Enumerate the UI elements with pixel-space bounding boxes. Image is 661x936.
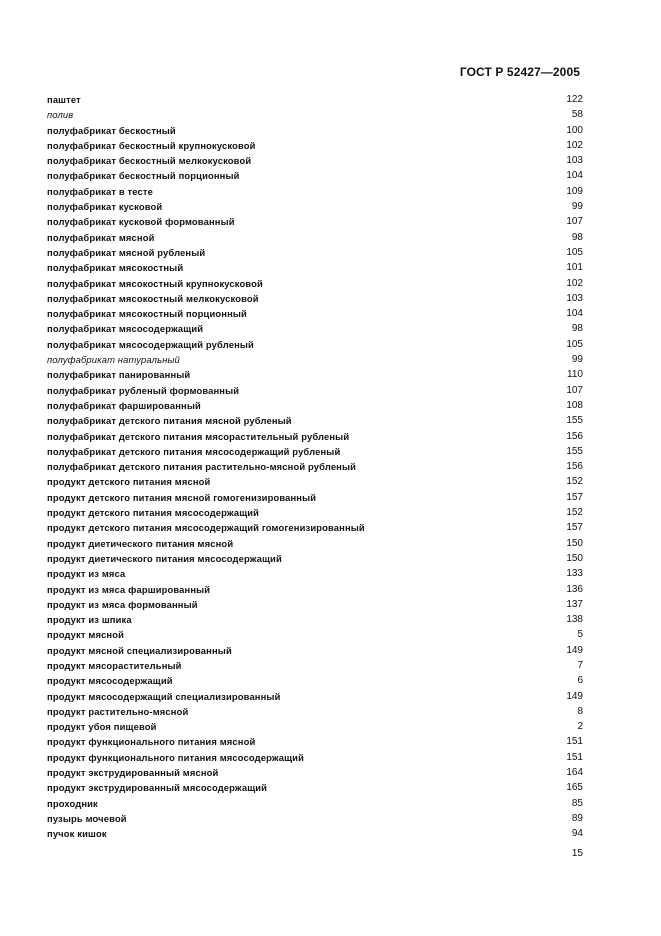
index-page-ref: 99 — [571, 354, 583, 366]
index-page-ref: 98 — [571, 231, 583, 243]
index-page-ref: 85 — [571, 797, 583, 809]
index-page-ref: 156 — [566, 430, 583, 442]
index-term: полуфабрикат в тесте — [47, 185, 153, 197]
index-page-ref: 105 — [566, 246, 583, 258]
index-page-ref: 133 — [566, 568, 583, 580]
index-term: продукт растительно-мясной — [47, 705, 189, 717]
index-page-ref: 8 — [577, 705, 583, 717]
index-page-ref: 104 — [566, 308, 583, 320]
index-term: продукт экструдированный мясной — [47, 767, 219, 779]
index-entry — [47, 214, 583, 229]
index-page-ref: 157 — [566, 491, 583, 503]
index-entry — [47, 276, 583, 291]
index-entry — [47, 673, 583, 688]
index-entry — [47, 383, 583, 398]
index-entry — [47, 811, 583, 826]
index-page-ref: 105 — [566, 338, 583, 350]
index-page-ref: 107 — [566, 384, 583, 396]
index-term: полуфабрикат мясной — [47, 231, 155, 243]
index-page-ref: 152 — [566, 507, 583, 519]
index-page-ref: 150 — [566, 537, 583, 549]
index-term: пузырь мочевой — [47, 812, 127, 824]
index-term: полуфабрикат мясной рубленый — [47, 246, 206, 258]
index-entry — [47, 352, 583, 367]
document-standard-code: ГОСТ Р 52427—2005 — [459, 65, 580, 79]
index-term: продукт из мяса — [47, 568, 126, 580]
index-page-ref: 107 — [566, 216, 583, 228]
index-entry — [47, 168, 583, 183]
index-page-ref: 155 — [566, 445, 583, 457]
index-term: полив — [47, 109, 74, 121]
index-entry — [47, 765, 583, 780]
index-term: продукт диетического питания мясосодержащий — [47, 552, 282, 564]
index-entry — [47, 704, 583, 719]
index-term: полуфабрикат мясокостный мелкокусковой — [47, 292, 259, 304]
index-term: полуфабрикат мясокостный крупнокусковой — [47, 277, 263, 289]
index-page-ref: 100 — [566, 124, 583, 136]
index-page-ref: 149 — [566, 644, 583, 656]
index-term: продукт детского питания мясной — [47, 476, 211, 488]
index-page-ref: 58 — [571, 109, 583, 121]
index-term: продукт экструдированный мясосодержащий — [47, 782, 268, 794]
index-term: полуфабрикат кусковой формованный — [47, 216, 235, 228]
index-entry — [47, 780, 583, 795]
index-page-ref: 6 — [577, 675, 583, 687]
index-page-ref: 157 — [566, 522, 583, 534]
index-term: полуфабрикат кусковой — [47, 201, 163, 213]
index-entry — [47, 689, 583, 704]
index-page-ref: 151 — [566, 736, 583, 748]
index-term: продукт мясной — [47, 629, 125, 641]
index-page-ref: 110 — [567, 369, 583, 381]
index-term: продукт детского питания мясосодержащий гомогенизированный — [47, 522, 365, 534]
index-entry — [47, 734, 583, 749]
index-term: полуфабрикат мясокостный порционный — [47, 308, 247, 320]
index-page-ref: 103 — [566, 155, 583, 167]
index-page-ref: 109 — [566, 185, 583, 197]
index-entry — [47, 398, 583, 413]
index-entry — [47, 153, 583, 168]
index-entry — [47, 796, 583, 811]
index-term: продукт из шпика — [47, 614, 132, 626]
index-term: продукт функционального питания мясной — [47, 736, 256, 748]
index-entry — [47, 429, 583, 444]
index-page-ref: 99 — [571, 201, 583, 213]
index-page-ref: 7 — [577, 659, 583, 671]
index-term: продукт мясосодержащий специализированный — [47, 690, 281, 702]
index-entry — [47, 291, 583, 306]
index-term: полуфабрикат мясосодержащий рубленый — [47, 338, 254, 350]
index-entry — [47, 750, 583, 765]
index-term: полуфабрикат детского питания мясной рубленый — [47, 415, 292, 427]
index-term: полуфабрикат бескостный крупнокусковой — [47, 139, 256, 151]
index-page-ref: 108 — [566, 399, 583, 411]
index-page-ref: 2 — [577, 721, 583, 733]
index-term: полуфабрикат детского питания растительно-мясной рубленый — [47, 461, 357, 473]
index-page-ref: 136 — [566, 583, 583, 595]
index-term: продукт из мяса формованный — [47, 598, 198, 610]
index-entry — [47, 260, 583, 275]
index-term: продукт мясной специализированный — [47, 644, 232, 656]
index-entry — [47, 367, 583, 382]
index-page-ref: 150 — [566, 552, 583, 564]
index-entry — [47, 245, 583, 260]
index-term: продукт убоя пищевой — [47, 721, 157, 733]
index-term: продукт детского питания мясосодержащий — [47, 507, 260, 519]
index-entry — [47, 566, 583, 581]
index-entry — [47, 643, 583, 658]
index-term: проходник — [47, 797, 98, 809]
index-entry — [47, 658, 583, 673]
index-entry — [47, 612, 583, 627]
index-term: продукт детского питания мясной гомогенизированный — [47, 491, 317, 503]
alphabetical-index — [47, 92, 583, 842]
index-page-ref: 102 — [566, 139, 583, 151]
index-entry — [47, 413, 583, 428]
index-page-ref: 137 — [566, 598, 583, 610]
index-page-ref: 89 — [571, 812, 583, 824]
index-page-ref: 155 — [566, 415, 583, 427]
index-entry — [47, 719, 583, 734]
index-term: полуфабрикат мясокостный — [47, 262, 184, 274]
page-number: 15 — [571, 848, 583, 859]
index-entry — [47, 490, 583, 505]
index-term: полуфабрикат панированный — [47, 369, 191, 381]
index-entry — [47, 230, 583, 245]
index-entry — [47, 107, 583, 122]
index-term: полуфабрикат бескостный мелкокусковой — [47, 155, 252, 167]
index-entry — [47, 826, 583, 841]
index-entry — [47, 536, 583, 551]
index-term: продукт диетического питания мясной — [47, 537, 234, 549]
index-entry — [47, 199, 583, 214]
index-term: полуфабрикат натуральный — [47, 354, 180, 366]
index-page-ref: 152 — [566, 476, 583, 488]
index-term: продукт из мяса фаршированный — [47, 583, 211, 595]
index-entry — [47, 474, 583, 489]
index-term: паштет — [47, 94, 81, 105]
index-entry — [47, 337, 583, 352]
index-entry — [47, 597, 583, 612]
index-page-ref: 94 — [571, 828, 583, 840]
index-page-ref: 151 — [566, 751, 583, 763]
index-term: полуфабрикат фаршированный — [47, 399, 201, 411]
index-entry — [47, 92, 583, 107]
index-entry — [47, 321, 583, 336]
index-page-ref: 122 — [566, 94, 583, 105]
index-page-ref: 5 — [577, 629, 583, 641]
index-term: продукт мясосодержащий — [47, 675, 173, 687]
index-page-ref: 164 — [566, 767, 583, 779]
index-page-ref: 101 — [566, 262, 583, 274]
index-entry — [47, 138, 583, 153]
index-entry — [47, 444, 583, 459]
index-entry — [47, 184, 583, 199]
index-page-ref: 149 — [566, 690, 583, 702]
index-term: полуфабрикат детского питания мясосодержащий рубленый — [47, 445, 341, 457]
index-entry — [47, 505, 583, 520]
index-entry — [47, 627, 583, 642]
index-entry — [47, 123, 583, 138]
index-entry — [47, 459, 583, 474]
index-term: полуфабрикат бескостный порционный — [47, 170, 240, 182]
index-page-ref: 102 — [566, 277, 583, 289]
index-term: полуфабрикат детского питания мясорастительный рубленый — [47, 430, 350, 442]
index-page-ref: 103 — [566, 292, 583, 304]
index-term: продукт функционального питания мясосодержащий — [47, 751, 305, 763]
index-entry — [47, 306, 583, 321]
index-page-ref: 138 — [566, 614, 583, 626]
index-page-ref: 104 — [566, 170, 583, 182]
index-page-ref: 156 — [566, 461, 583, 473]
index-entry — [47, 582, 583, 597]
index-term: полуфабрикат мясосодержащий — [47, 323, 204, 335]
index-term: продукт мясорастительный — [47, 659, 182, 671]
index-entry — [47, 551, 583, 566]
index-page-ref: 98 — [571, 323, 583, 335]
index-page-ref: 165 — [566, 782, 583, 794]
index-term: полуфабрикат бескостный — [47, 124, 176, 136]
index-entry — [47, 520, 583, 535]
index-term: полуфабрикат рубленый формованный — [47, 384, 240, 396]
index-term: пучок кишок — [47, 828, 107, 840]
